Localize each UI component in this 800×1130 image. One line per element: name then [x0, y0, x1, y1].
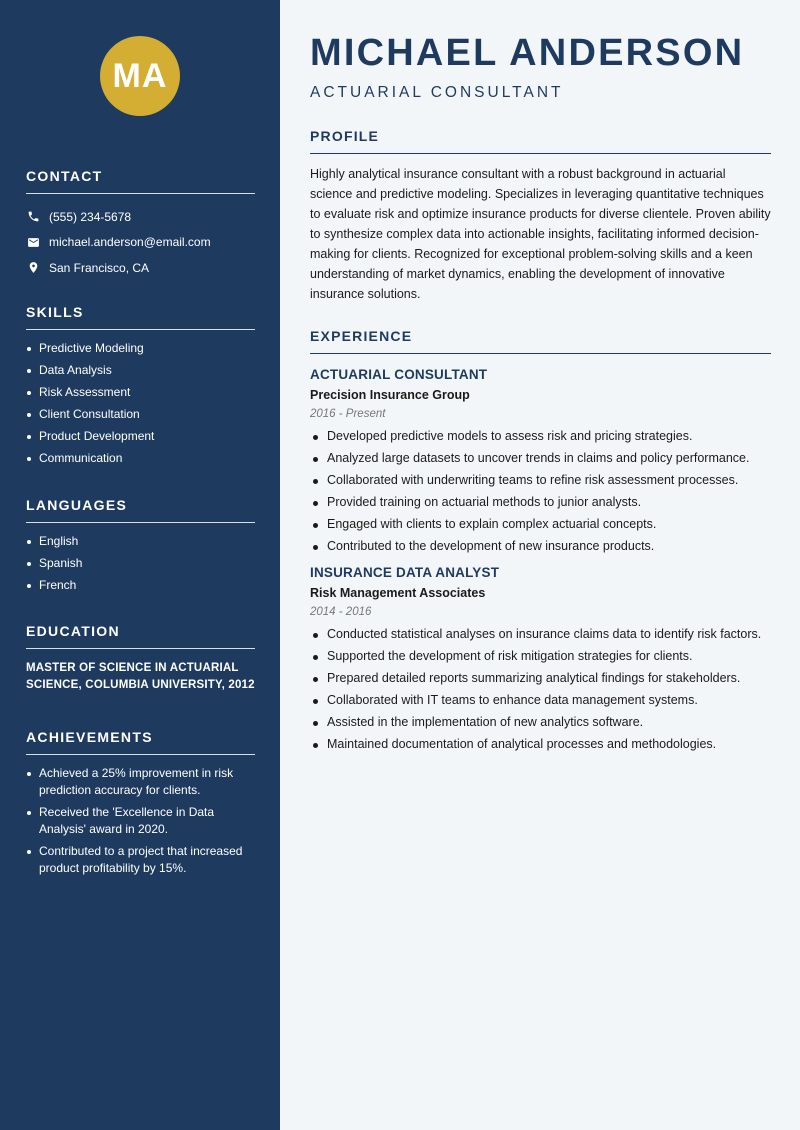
skill-item: Client Consultation: [26, 406, 255, 423]
person-name: MICHAEL ANDERSON: [310, 32, 745, 74]
achievement-item: Achieved a 25% improvement in risk prediction accuracy for clients.: [26, 765, 255, 799]
job-title: INSURANCE DATA ANALYST: [310, 564, 500, 580]
language-item: English: [26, 533, 255, 550]
phone-icon: [26, 210, 40, 224]
languages-section: [26, 497, 255, 599]
skills-heading: SKILLS: [26, 304, 255, 330]
achievements-list: [26, 765, 255, 877]
job-bullet: Supported the development of risk mitigation strategies for clients.: [310, 648, 771, 666]
job-company: Precision Insurance Group: [310, 388, 470, 402]
experience-heading: EXPERIENCE: [310, 328, 771, 354]
job-headline: ACTUARIAL CONSULTANT: [310, 84, 564, 101]
language-item: Spanish: [26, 555, 255, 572]
achievements-section: [26, 729, 255, 882]
job-bullet: Developed predictive models to assess risk and pricing strategies.: [310, 428, 771, 446]
languages-heading: LANGUAGES: [26, 497, 255, 523]
contact-location-text: San Francisco, CA: [49, 260, 150, 275]
job-bullet: Provided training on actuarial methods to junior analysts.: [310, 494, 771, 512]
job-dates: 2014 - 2016: [310, 605, 372, 618]
contact-section: [26, 168, 255, 281]
job-bullets: [310, 626, 771, 754]
skill-item: Product Development: [26, 428, 255, 445]
job-bullet: Collaborated with underwriting teams to refine risk assessment processes.: [310, 472, 771, 490]
job-entry: [310, 565, 771, 754]
contact-phone-text: (555) 234-5678: [49, 209, 132, 224]
contact-location: [26, 255, 255, 281]
job-bullet: Assisted in the implementation of new analytics software.: [310, 714, 771, 732]
experience-section: [310, 328, 771, 758]
job-bullet: Prepared detailed reports summarizing analytical findings for stakeholders.: [310, 670, 771, 688]
job-bullet: Maintained documentation of analytical processes and methodologies.: [310, 736, 771, 754]
education-section: [26, 623, 255, 694]
language-item: French: [26, 577, 255, 594]
education-heading: EDUCATION: [26, 623, 255, 649]
job-bullet: Analyzed large datasets to uncover trends in claims and policy performance.: [310, 450, 771, 468]
job-bullet: Engaged with clients to explain complex actuarial concepts.: [310, 516, 771, 534]
job-company: Risk Management Associates: [310, 585, 486, 600]
job-title: ACTUARIAL CONSULTANT: [310, 367, 488, 382]
skill-item: Communication: [26, 450, 255, 467]
skills-list: [26, 340, 255, 467]
languages-list: [26, 533, 255, 594]
contact-email: [26, 230, 255, 256]
contact-email-text[interactable]: michael.anderson@email.com: [49, 235, 211, 250]
job-bullet: Contributed to the development of new insurance products.: [310, 538, 771, 556]
skills-section: [26, 304, 255, 472]
achievements-heading: ACHIEVEMENTS: [26, 729, 255, 755]
skill-item: Predictive Modeling: [26, 340, 255, 357]
achievement-item: Contributed to a project that increased product profitability by 15%.: [26, 843, 255, 877]
job-bullet: Conducted statistical analyses on insurance claims data to identify risk factors.: [310, 626, 771, 644]
job-dates: 2016 - Present: [310, 408, 386, 420]
education-degree: MASTER OF SCIENCE IN ACTUARIAL SCIENCE, COLUMBIA UNIVERSITY, 2012: [26, 662, 255, 691]
avatar-initials: MA: [112, 56, 168, 95]
job-bullet: Collaborated with IT teams to enhance data management systems.: [310, 692, 771, 710]
profile-section: [310, 128, 771, 304]
envelope-icon: [26, 235, 40, 249]
map-pin-icon: [26, 261, 40, 275]
contact-phone: [26, 204, 255, 230]
avatar: [100, 36, 180, 116]
profile-heading: PROFILE: [310, 128, 771, 154]
sidebar: [0, 0, 280, 1130]
contact-list: [26, 204, 255, 281]
job-entry: [310, 367, 771, 556]
skill-item: Data Analysis: [26, 362, 255, 379]
profile-text: Highly analytical insurance consultant with a robust background in actuarial science and predictive modeling. Specializes in leveraging quantitative techniques to evaluate risk and optimize insurance products for diverse clientele. Proven ability to synthesize complex data into actionable insights, facilitating informed decision-making for clients. Recognized for exceptional problem-solving skills and a keen understanding of market dynamics, enabling the development of innovative insurance solutions.: [310, 167, 771, 301]
contact-heading: CONTACT: [26, 168, 255, 194]
job-bullets: [310, 428, 771, 556]
skill-item: Risk Assessment: [26, 384, 255, 401]
achievement-item: Received the 'Excellence in Data Analysis' award in 2020.: [26, 804, 255, 838]
